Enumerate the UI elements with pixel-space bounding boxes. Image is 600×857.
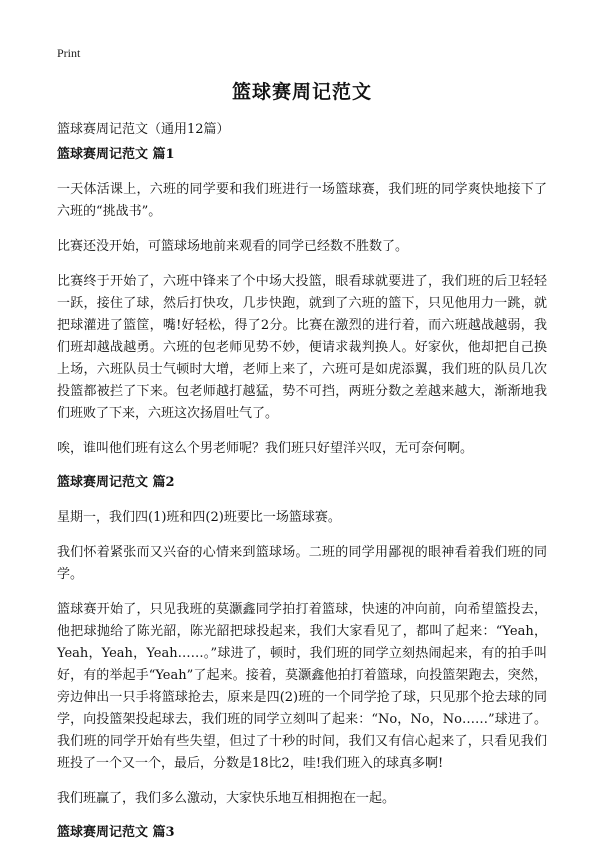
paragraph: 星期一，我们四(1)班和四(2)班要比一场篮球赛。 — [57, 510, 341, 525]
section-2 — [57, 473, 547, 810]
paragraph: 比赛还没开始，可篮球场地前来观看的同学已经数不胜数了。 — [57, 239, 409, 254]
paragraph: 我们怀着紧张而又兴奋的心情来到篮球场。二班的同学用鄙视的眼神看着我们班的同学。 — [57, 545, 547, 582]
section-heading: 篮球赛周记范文 篇2 — [57, 475, 175, 490]
paragraph: 篮球赛开始了，只见我班的莫灏鑫同学拍打着篮球，快速的冲向前，向希望篮投去，他把球抛给了陈光韶，陈光韶把球投起来，我们大家看见了，都叫了起来：“Yeah，Yeah，Yeah，Yeah……。”球进了，顿时，我们班的同学立刻热闹起来，有的拍手叫好，有的举起手“Yeah”了起来。接着，莫灏鑫他拍打着篮球，向投篮架跑去，突然，旁边伸出一只手将篮球抢去，原来是四(2)班的一个同学抢了球，只见那个抢去球的同学，向投篮架投起球去，我们班的同学立刻叫了起来：“No，No，No……”球进了。我们班的同学开始有些失望，但过了十秒的时间，我们又有信心起来了，只看见我们班投了一个又一个，最后，分数是18比2，哇!我们班入的球真多啊! — [57, 602, 547, 771]
print-link[interactable]: Print — [57, 46, 81, 60]
page-title: 篮球赛周记范文 — [231, 81, 372, 103]
paragraph: 一天体活课上，六班的同学要和我们班进行一场篮球赛，我们班的同学爽快地接下了六班的“挑战书”。 — [57, 182, 547, 219]
paragraph: 比赛终于开始了，六班中锋来了个中场大投篮，眼看球就要进了，我们班的后卫轻轻一跃，接住了球，然后打快攻，几步快跑，就到了六班的篮下，只见他用力一跳，就把球灌进了篮筐，嘴!好轻松，得了2分。比赛在激烈的进行着，而六班越战越弱，我们班却越战越勇。六班的包老师见势不妙，便请求裁判换人。好家伙，他却把自己换上场，六班队员士气顿时大增，老师上来了，六班可是如虎添翼，我们班的队员几次投篮都被拦了下来。包老师越打越猛，势不可挡，两班分数之差越来越大，渐渐地我们班败了下来，六班这次扬眉吐气了。 — [57, 274, 547, 421]
document-subtitle: 篮球赛周记范文（通用12篇） — [57, 122, 230, 137]
paragraph: 唉，谁叫他们班有这么个男老师呢？我们班只好望洋兴叹，无可奈何啊。 — [57, 441, 474, 456]
section-3 — [57, 823, 547, 843]
section-heading: 篮球赛周记范文 篇3 — [57, 825, 175, 840]
section-1 — [57, 145, 547, 460]
section-heading: 篮球赛周记范文 篇1 — [57, 147, 175, 162]
paragraph: 我们班赢了，我们多么激动，大家快乐地互相拥抱在一起。 — [57, 791, 396, 806]
document-body — [57, 145, 547, 857]
